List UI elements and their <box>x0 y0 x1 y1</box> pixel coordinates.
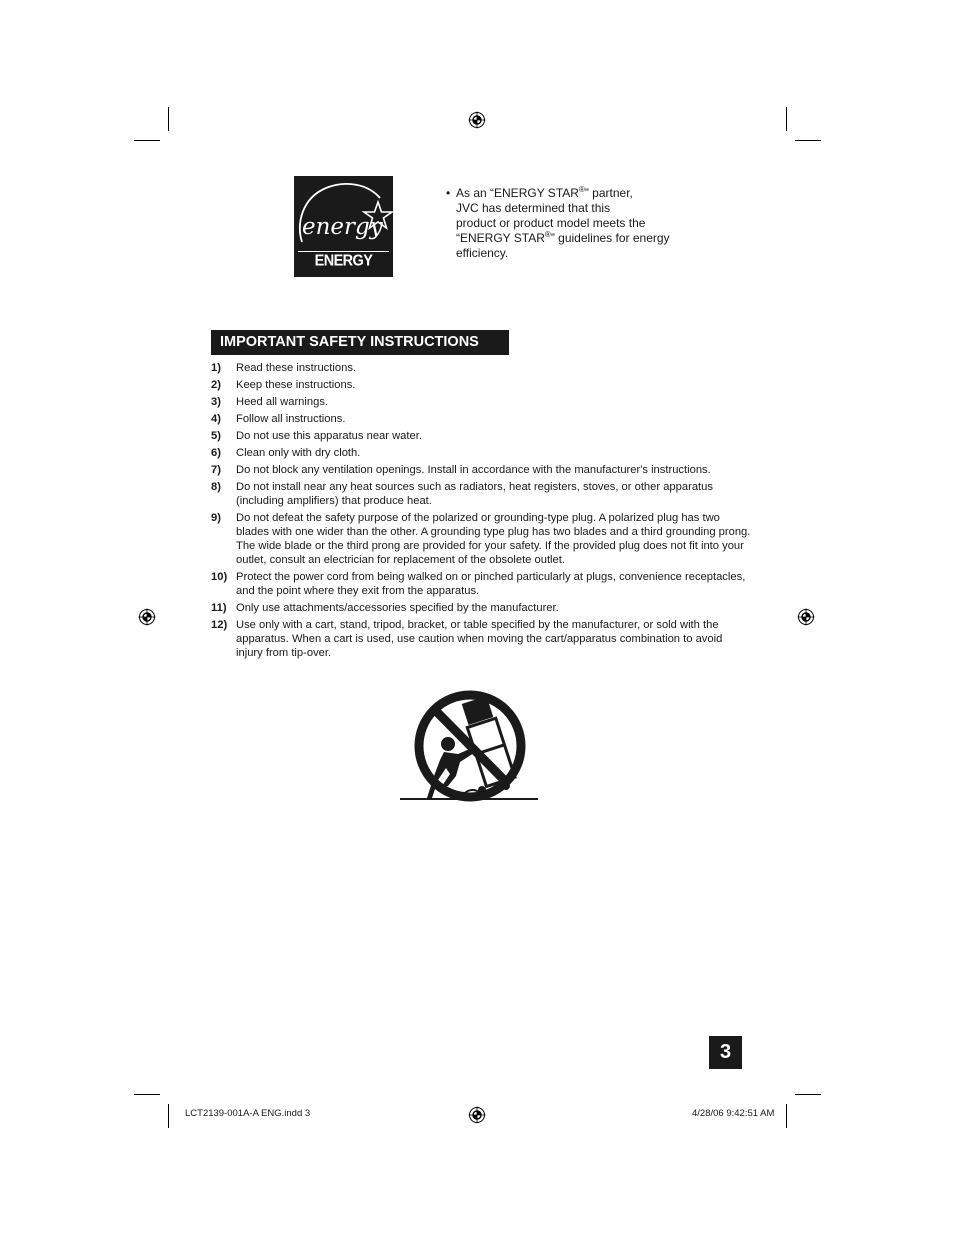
crop-mark <box>134 1094 160 1095</box>
registration-mark-icon <box>797 608 815 626</box>
item-text: Only use attachments/accessories specified by the manufacturer. <box>236 602 559 614</box>
registered-mark: ® <box>544 230 551 239</box>
item-number: 5) <box>211 430 221 442</box>
item-text: Do not block any ventilation openings. Install in accordance with the manufacturer's instructions. <box>236 464 711 476</box>
item-number: 9) <box>211 512 221 524</box>
instruction-item <box>211 570 751 598</box>
statement-text: “ENERGY STAR <box>456 231 545 245</box>
crop-mark <box>168 1104 169 1128</box>
item-text: Clean only with dry cloth. <box>236 447 361 459</box>
energy-star-band-text: ENERGY STAR <box>314 252 373 293</box>
registration-mark-icon <box>138 608 156 626</box>
cart-tip-over-warning-icon <box>398 686 540 804</box>
statement-text: ” guidelines for energy <box>550 231 670 245</box>
item-number: 6) <box>211 447 221 459</box>
item-number: 7) <box>211 464 221 476</box>
item-number: 8) <box>211 481 221 493</box>
item-number: 10) <box>211 571 228 583</box>
instruction-item <box>211 412 751 426</box>
crop-mark <box>786 1104 787 1128</box>
section-heading: IMPORTANT SAFETY INSTRUCTIONS <box>211 330 509 355</box>
page-number: 3 <box>709 1036 742 1069</box>
item-number: 1) <box>211 362 221 374</box>
instruction-item <box>211 429 751 443</box>
instruction-item <box>211 378 751 392</box>
item-text: Use only with a cart, stand, tripod, bracket, or table specified by the manufacturer, or sold with the apparatus. When a cart is used, use caution when moving the cart/apparatus combination to avoid injury from tip-over. <box>236 619 723 659</box>
item-number: 4) <box>211 413 221 425</box>
instruction-item <box>211 395 751 409</box>
statement-text: product or product model meets the <box>456 216 646 230</box>
registration-mark-icon <box>468 1106 486 1124</box>
statement-text: As an “ENERGY STAR <box>456 186 579 200</box>
bullet: • <box>446 186 451 200</box>
statement-text: ” partner, <box>584 186 633 200</box>
footer-timestamp: 4/28/06 9:42:51 AM <box>692 1108 775 1119</box>
crop-mark <box>795 1094 821 1095</box>
crop-mark <box>168 107 169 131</box>
instruction-item <box>211 480 751 508</box>
instruction-item <box>211 463 751 477</box>
instruction-item <box>211 618 751 660</box>
item-text: Protect the power cord from being walked on or pinched particularly at plugs, convenience receptacles, and the point where they exit from the apparatus. <box>236 571 746 597</box>
energy-star-logo <box>294 176 393 293</box>
item-number: 2) <box>211 379 221 391</box>
item-text: Do not defeat the safety purpose of the polarized or grounding-type plug. A polarized plug has two blades with one wider than the other. A grounding type plug has two blades and a third grounding prong. The wide blade or the third prong are provided for your safety. If the provided plug does not fit into your outlet, consult an electrician for replacement of the obsolete outlet. <box>236 512 751 566</box>
crop-mark <box>134 140 160 141</box>
item-text: Heed all warnings. <box>236 396 329 408</box>
energy-star-statement <box>446 186 696 261</box>
instruction-item <box>211 446 751 460</box>
statement-text: efficiency. <box>456 246 509 260</box>
item-text: Read these instructions. <box>236 362 357 374</box>
instruction-item <box>211 511 751 567</box>
item-text: Do not install near any heat sources such as radiators, heat registers, stoves, or other apparatus (including amplifiers) that produce heat. <box>236 481 713 507</box>
item-number: 3) <box>211 396 221 408</box>
registered-mark: ® <box>578 185 585 194</box>
item-text: Keep these instructions. <box>236 379 356 391</box>
registration-mark-icon <box>468 111 486 129</box>
item-number: 11) <box>211 602 227 614</box>
energy-script: energy <box>302 214 383 240</box>
statement-text: JVC has determined that this <box>456 201 611 215</box>
item-text: Do not use this apparatus near water. <box>236 430 422 442</box>
item-text: Follow all instructions. <box>236 413 346 425</box>
crop-mark <box>786 107 787 131</box>
instruction-item <box>211 361 751 375</box>
item-number: 12) <box>211 619 228 631</box>
instruction-item <box>211 601 751 615</box>
crop-mark <box>795 140 821 141</box>
instruction-list <box>211 361 751 663</box>
footer-file-name: LCT2139-001A-A ENG.indd 3 <box>185 1108 311 1119</box>
